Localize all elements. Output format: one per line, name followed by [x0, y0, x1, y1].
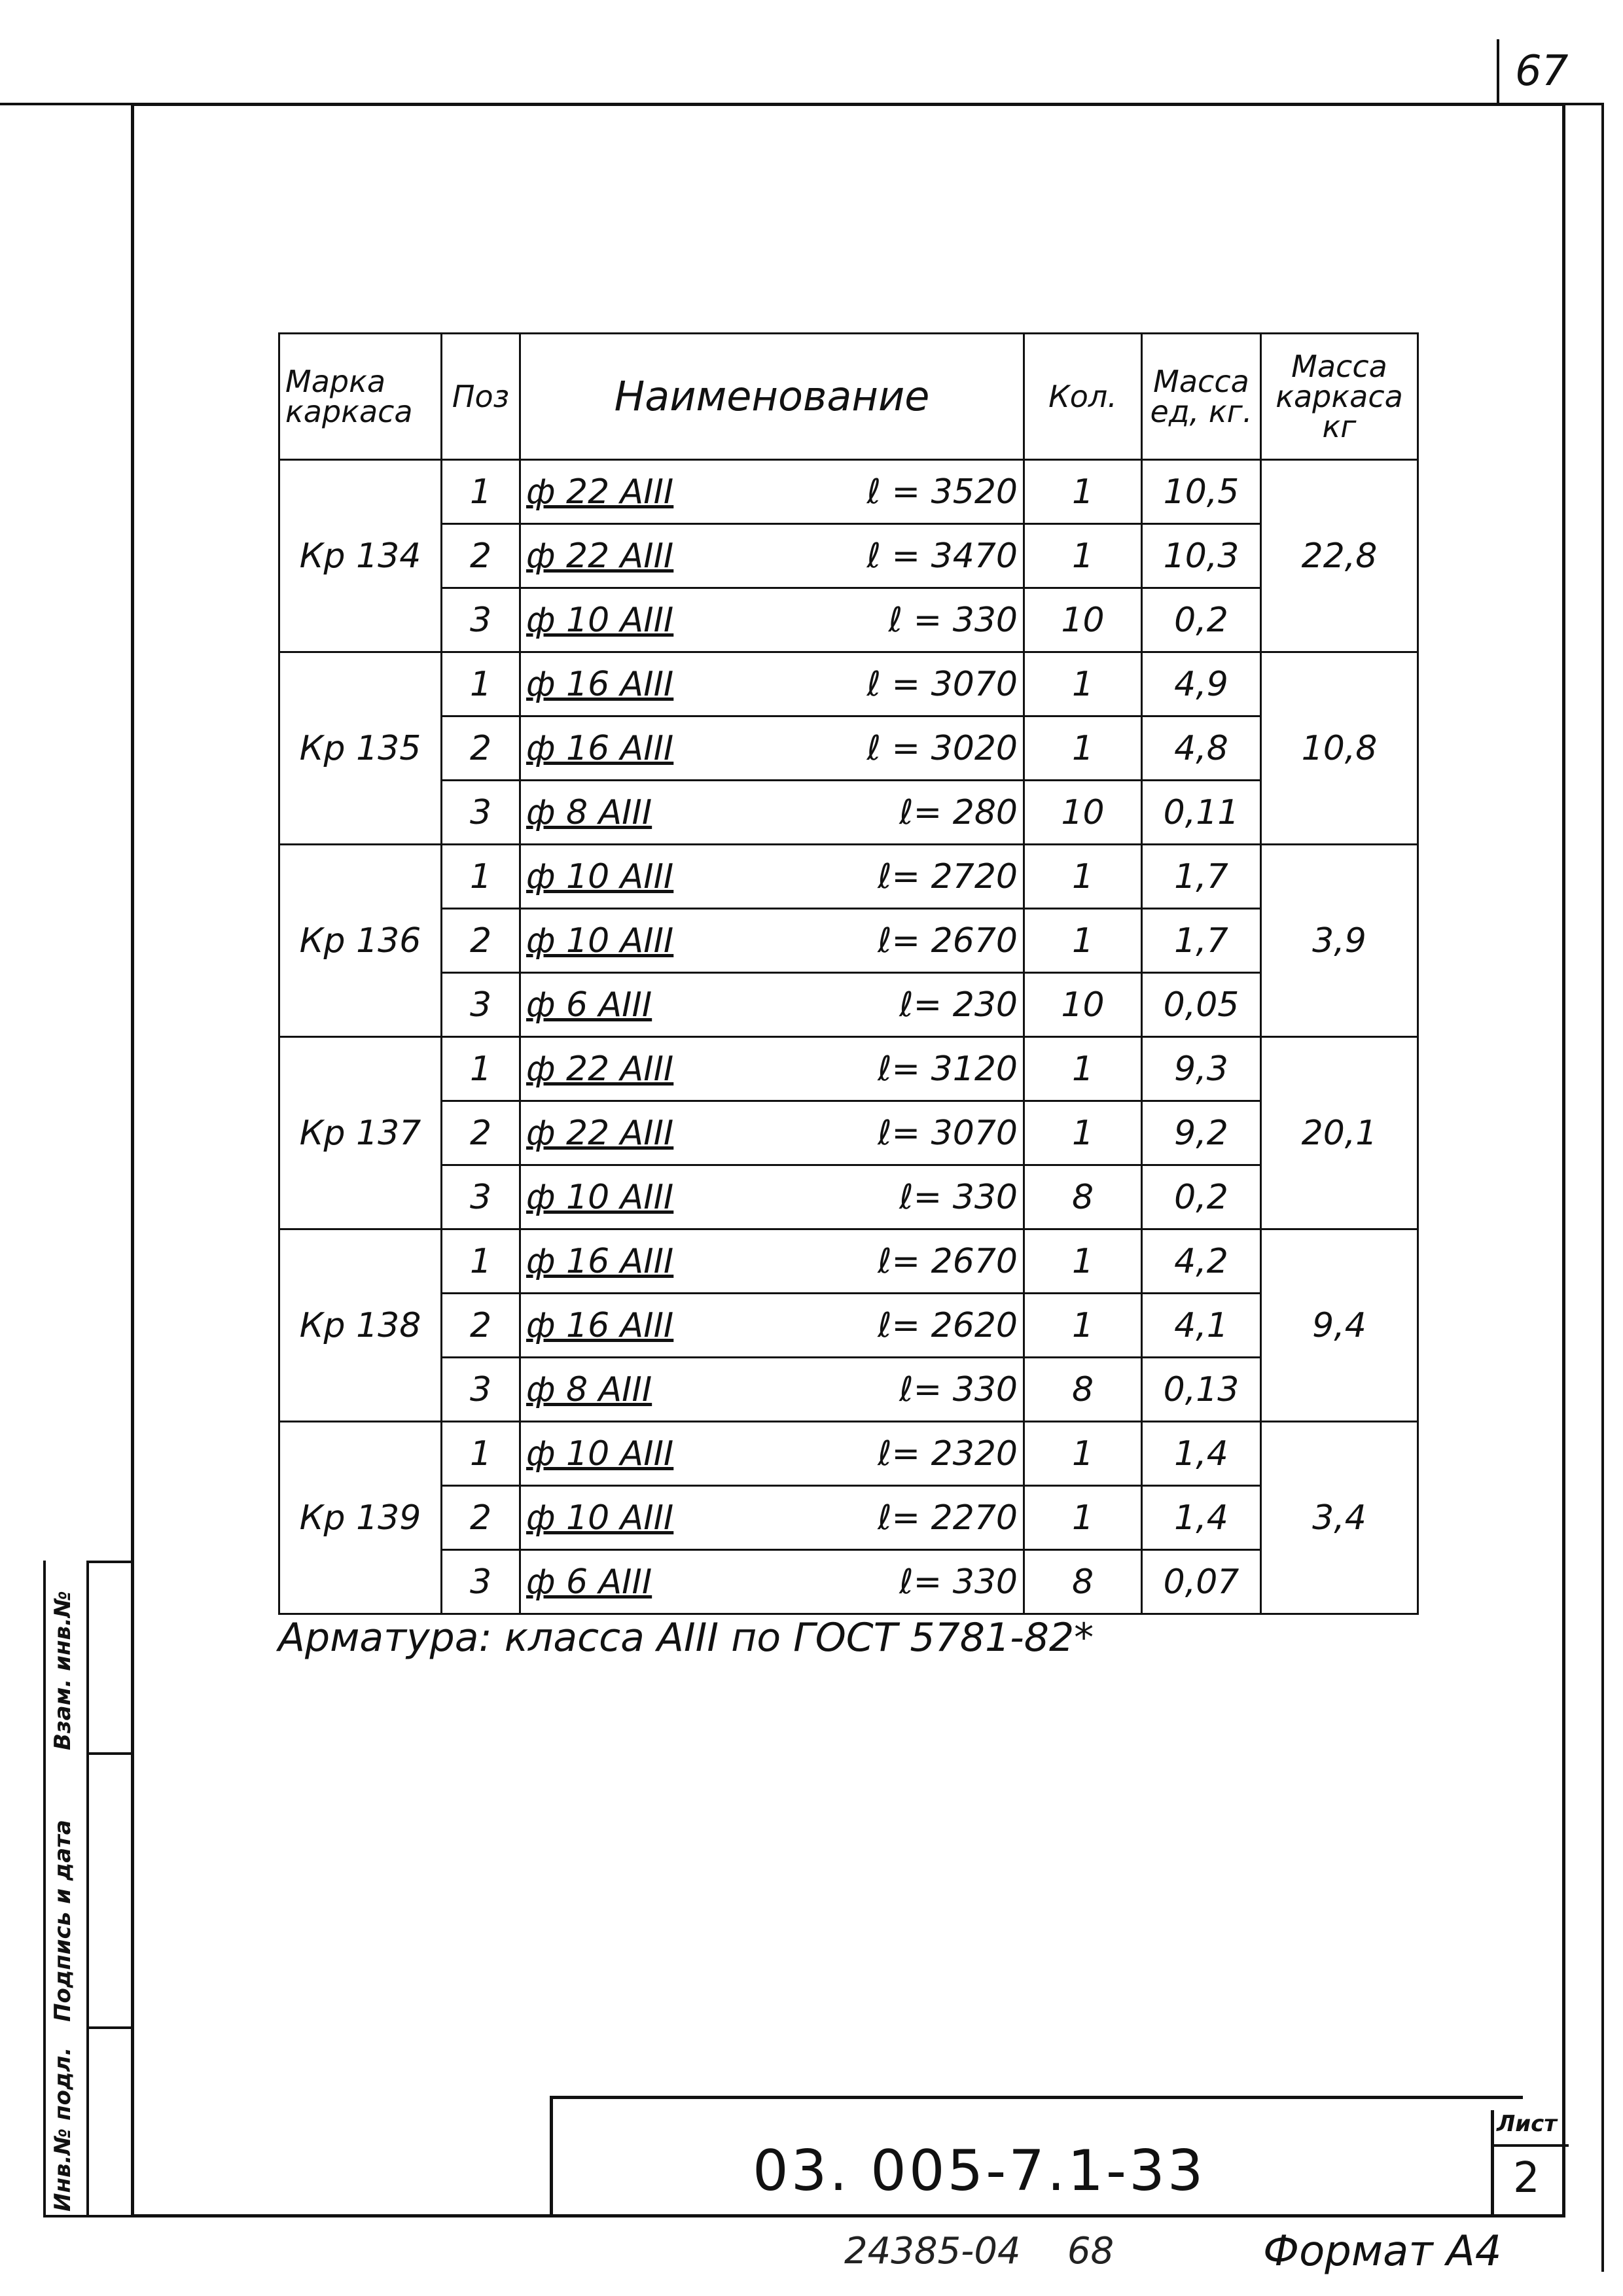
- position-cell: 3: [442, 781, 520, 845]
- order-info: [844, 2230, 1114, 2272]
- side-label-inv-original: Инв.№ подл.: [50, 2047, 76, 2212]
- side-label-signature-date: Подпись и дата: [50, 1820, 76, 2022]
- position-cell: 3: [442, 1358, 520, 1422]
- table-row: [279, 1037, 1418, 1101]
- reinforcement-note: Арматура: класса АIII по ГОСТ 5781-82*: [278, 1615, 1094, 1661]
- position-cell: 3: [442, 1550, 520, 1614]
- position-cell: 2: [442, 1294, 520, 1358]
- bar-diameter-class: ф 22 АIII: [526, 1049, 674, 1089]
- bar-diameter-class: ф 8 АIII: [526, 1369, 652, 1409]
- position-cell: 2: [442, 524, 520, 588]
- unit-mass-cell: 4,8: [1142, 716, 1261, 781]
- table-row: [279, 1486, 1418, 1550]
- bar-length: ℓ= 330: [899, 1177, 1018, 1217]
- unit-mass-cell: 10,3: [1142, 524, 1261, 588]
- bar-diameter-class: ф 16 АIII: [526, 1305, 674, 1345]
- order-number: 24385-04: [844, 2230, 1021, 2272]
- table-body: [279, 460, 1418, 1614]
- name-cell: [520, 1422, 1024, 1486]
- unit-mass-cell: 9,2: [1142, 1101, 1261, 1165]
- table-row: [279, 845, 1418, 909]
- frame-mark-cell: Кр 138: [279, 1229, 442, 1422]
- position-cell: 1: [442, 1422, 520, 1486]
- name-cell: [520, 460, 1024, 524]
- quantity-cell: 1: [1024, 845, 1142, 909]
- bar-diameter-class: ф 10 АIII: [526, 1177, 674, 1217]
- unit-mass-cell: 0,13: [1142, 1358, 1261, 1422]
- name-cell: [520, 652, 1024, 716]
- name-cell: [520, 1037, 1024, 1101]
- bar-length: ℓ= 2720: [878, 857, 1018, 896]
- position-cell: 1: [442, 1229, 520, 1294]
- bar-diameter-class: ф 10 АIII: [526, 857, 674, 896]
- table-row: [279, 588, 1418, 652]
- bar-length: ℓ = 3520: [866, 472, 1018, 512]
- bar-diameter-class: ф 10 АIII: [526, 1498, 674, 1538]
- table-row: [279, 1358, 1418, 1422]
- bar-length: ℓ= 330: [899, 1369, 1018, 1409]
- table-row: [279, 1422, 1418, 1486]
- name-cell: [520, 716, 1024, 781]
- unit-mass-cell: 1,4: [1142, 1486, 1261, 1550]
- name-cell: [520, 1358, 1024, 1422]
- frame-mark-cell: Кр 134: [279, 460, 442, 652]
- position-cell: 1: [442, 845, 520, 909]
- bar-length: ℓ= 3120: [878, 1049, 1018, 1089]
- name-cell: [520, 1229, 1024, 1294]
- unit-mass-cell: 1,4: [1142, 1422, 1261, 1486]
- header-qty: Кол.: [1024, 334, 1142, 460]
- side-strip-line-bottom: [43, 2215, 131, 2217]
- name-cell: [520, 781, 1024, 845]
- table-row: [279, 781, 1418, 845]
- position-cell: 3: [442, 973, 520, 1037]
- position-cell: 1: [442, 1037, 520, 1101]
- order-page: 68: [1067, 2230, 1115, 2272]
- quantity-cell: 1: [1024, 716, 1142, 781]
- header-frame-mass: Масса каркаса кг: [1261, 334, 1418, 460]
- document-code: 03. 005-7.1-33: [753, 2138, 1206, 2204]
- bar-length: ℓ = 3020: [866, 728, 1018, 768]
- position-cell: 2: [442, 1101, 520, 1165]
- bar-diameter-class: ф 22 АIII: [526, 472, 674, 512]
- header-mark: Марка каркаса: [279, 334, 442, 460]
- bar-diameter-class: ф 22 АIII: [526, 1113, 674, 1153]
- bar-length: ℓ= 2620: [878, 1305, 1018, 1345]
- unit-mass-cell: 4,9: [1142, 652, 1261, 716]
- quantity-cell: 1: [1024, 1037, 1142, 1101]
- quantity-cell: 1: [1024, 909, 1142, 973]
- table-row: [279, 652, 1418, 716]
- table-row: [279, 1294, 1418, 1358]
- side-label-inv-replace: Взам. инв.№: [50, 1591, 76, 1750]
- unit-mass-cell: 9,3: [1142, 1037, 1261, 1101]
- unit-mass-cell: 0,11: [1142, 781, 1261, 845]
- bar-diameter-class: ф 6 АIII: [526, 985, 652, 1025]
- quantity-cell: 1: [1024, 652, 1142, 716]
- quantity-cell: 8: [1024, 1165, 1142, 1229]
- bar-length: ℓ = 330: [888, 600, 1018, 640]
- quantity-cell: 1: [1024, 1486, 1142, 1550]
- bar-length: ℓ= 2670: [878, 921, 1018, 961]
- quantity-cell: 10: [1024, 973, 1142, 1037]
- position-cell: 3: [442, 1165, 520, 1229]
- table-row: [279, 460, 1418, 524]
- sheet-number: 2: [1513, 2154, 1540, 2202]
- bar-diameter-class: ф 16 АIII: [526, 664, 674, 704]
- quantity-cell: 1: [1024, 460, 1142, 524]
- header-pos: Поз: [442, 334, 520, 460]
- unit-mass-cell: 4,1: [1142, 1294, 1261, 1358]
- name-cell: [520, 1294, 1024, 1358]
- bar-diameter-class: ф 10 АIII: [526, 921, 674, 961]
- position-cell: 2: [442, 1486, 520, 1550]
- position-cell: 2: [442, 909, 520, 973]
- frame-mass-cell: 9,4: [1261, 1229, 1418, 1422]
- table-header-row: [279, 334, 1418, 460]
- frame-mark-cell: Кр 137: [279, 1037, 442, 1229]
- table-row: [279, 524, 1418, 588]
- bar-diameter-class: ф 16 АIII: [526, 728, 674, 768]
- position-cell: 1: [442, 460, 520, 524]
- quantity-cell: 1: [1024, 1101, 1142, 1165]
- unit-mass-cell: 0,07: [1142, 1550, 1261, 1614]
- bar-length: ℓ= 2270: [878, 1498, 1018, 1538]
- bar-length: ℓ= 330: [899, 1562, 1018, 1602]
- quantity-cell: 1: [1024, 1229, 1142, 1294]
- quantity-cell: 1: [1024, 1422, 1142, 1486]
- frame-mark-cell: Кр 136: [279, 845, 442, 1037]
- unit-mass-cell: 1,7: [1142, 845, 1261, 909]
- frame-mass-cell: 22,8: [1261, 460, 1418, 652]
- page-number: 67: [1515, 47, 1569, 96]
- name-cell: [520, 588, 1024, 652]
- frame-mass-cell: 3,4: [1261, 1422, 1418, 1614]
- bar-length: ℓ = 3470: [866, 536, 1018, 576]
- side-strip-line-top: [86, 1561, 132, 1563]
- bar-length: ℓ= 3070: [878, 1113, 1018, 1153]
- paper-format: Формат А4: [1263, 2227, 1502, 2276]
- bar-diameter-class: ф 22 АIII: [526, 536, 674, 576]
- name-cell: [520, 524, 1024, 588]
- frame-mark-cell: Кр 139: [279, 1422, 442, 1614]
- spec-table: [278, 332, 1419, 1615]
- quantity-cell: 8: [1024, 1550, 1142, 1614]
- table-row: [279, 909, 1418, 973]
- bar-diameter-class: ф 8 АIII: [526, 792, 652, 832]
- position-cell: 3: [442, 588, 520, 652]
- bar-length: ℓ= 2320: [878, 1434, 1018, 1474]
- name-cell: [520, 1550, 1024, 1614]
- sheet-label: Лист: [1497, 2111, 1557, 2137]
- position-cell: 2: [442, 716, 520, 781]
- frame-mass-cell: 3,9: [1261, 845, 1418, 1037]
- frame-mass-cell: 10,8: [1261, 652, 1418, 845]
- bar-length: ℓ= 230: [899, 985, 1018, 1025]
- quantity-cell: 10: [1024, 781, 1142, 845]
- side-strip-line-2: [86, 2026, 132, 2029]
- bar-length: ℓ= 2670: [878, 1241, 1018, 1281]
- table-row: [279, 1165, 1418, 1229]
- side-strip-divider: [86, 1561, 89, 2217]
- quantity-cell: 1: [1024, 524, 1142, 588]
- frame-mark-cell: Кр 135: [279, 652, 442, 845]
- side-strip-left-edge: [43, 1561, 46, 2217]
- outer-right-border: [1601, 103, 1604, 2272]
- table-row: [279, 973, 1418, 1037]
- bar-diameter-class: ф 6 АIII: [526, 1562, 652, 1602]
- unit-mass-cell: 0,2: [1142, 588, 1261, 652]
- name-cell: [520, 973, 1024, 1037]
- bar-diameter-class: ф 10 АIII: [526, 1434, 674, 1474]
- unit-mass-cell: 0,2: [1142, 1165, 1261, 1229]
- name-cell: [520, 909, 1024, 973]
- position-cell: 1: [442, 652, 520, 716]
- unit-mass-cell: 0,05: [1142, 973, 1261, 1037]
- unit-mass-cell: 4,2: [1142, 1229, 1261, 1294]
- name-cell: [520, 1165, 1024, 1229]
- bar-diameter-class: ф 16 АIII: [526, 1241, 674, 1281]
- header-name: Наименование: [520, 334, 1024, 460]
- table-row: [279, 716, 1418, 781]
- bar-diameter-class: ф 10 АIII: [526, 600, 674, 640]
- quantity-cell: 10: [1024, 588, 1142, 652]
- name-cell: [520, 1101, 1024, 1165]
- bar-length: ℓ = 3070: [866, 664, 1018, 704]
- table-row: [279, 1101, 1418, 1165]
- table-row: [279, 1229, 1418, 1294]
- quantity-cell: 8: [1024, 1358, 1142, 1422]
- name-cell: [520, 1486, 1024, 1550]
- name-cell: [520, 845, 1024, 909]
- frame-mass-cell: 20,1: [1261, 1037, 1418, 1229]
- bar-length: ℓ= 280: [899, 792, 1018, 832]
- header-unit-mass: Масса ед, кг.: [1142, 334, 1261, 460]
- side-strip-line-1: [86, 1752, 132, 1755]
- unit-mass-cell: 10,5: [1142, 460, 1261, 524]
- table-row: [279, 1550, 1418, 1614]
- unit-mass-cell: 1,7: [1142, 909, 1261, 973]
- quantity-cell: 1: [1024, 1294, 1142, 1358]
